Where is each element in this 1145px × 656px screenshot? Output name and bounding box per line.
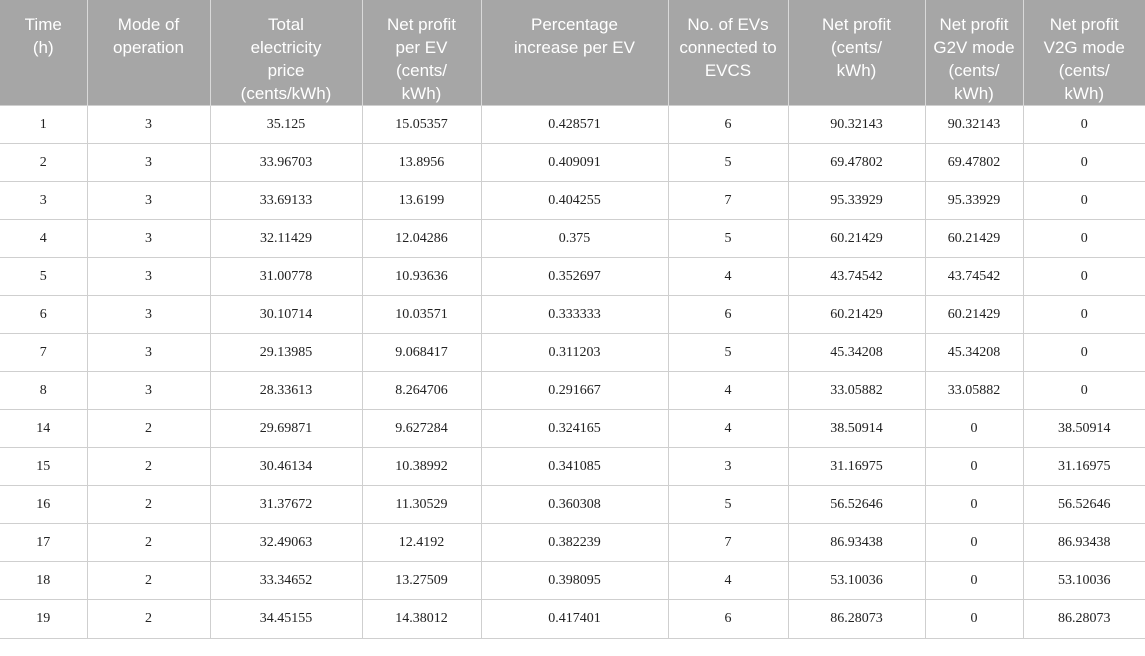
cell-net-profit-v2g: 86.93438	[1023, 524, 1145, 562]
cell-net-profit-v2g: 0	[1023, 372, 1145, 410]
cell-net-profit: 38.50914	[788, 410, 925, 448]
cell-time: 19	[0, 600, 87, 639]
cell-total-price: 33.69133	[210, 182, 362, 220]
cell-net-profit: 56.52646	[788, 486, 925, 524]
cell-time: 18	[0, 562, 87, 600]
cell-mode: 2	[87, 562, 210, 600]
table-row	[0, 220, 1145, 258]
cell-net-profit: 33.05882	[788, 372, 925, 410]
cell-no-of-evs: 6	[668, 106, 788, 144]
cell-total-price: 33.34652	[210, 562, 362, 600]
cell-percentage-increase: 0.341085	[481, 448, 668, 486]
table-row	[0, 372, 1145, 410]
cell-net-profit-per-ev: 8.264706	[362, 372, 481, 410]
cell-net-profit-g2v: 60.21429	[925, 296, 1023, 334]
cell-time: 6	[0, 296, 87, 334]
cell-time: 16	[0, 486, 87, 524]
cell-no-of-evs: 4	[668, 410, 788, 448]
cell-mode: 3	[87, 220, 210, 258]
cell-time: 4	[0, 220, 87, 258]
header-no-of-evs: No. of EVs connected to EVCS	[668, 0, 788, 106]
cell-no-of-evs: 5	[668, 334, 788, 372]
cell-time: 1	[0, 106, 87, 144]
cell-net-profit-per-ev: 13.8956	[362, 144, 481, 182]
cell-net-profit-v2g: 31.16975	[1023, 448, 1145, 486]
table-row	[0, 144, 1145, 182]
cell-mode: 3	[87, 296, 210, 334]
cell-no-of-evs: 6	[668, 600, 788, 639]
cell-net-profit-g2v: 69.47802	[925, 144, 1023, 182]
cell-mode: 2	[87, 486, 210, 524]
cell-net-profit-per-ev: 13.6199	[362, 182, 481, 220]
cell-percentage-increase: 0.360308	[481, 486, 668, 524]
cell-total-price: 29.69871	[210, 410, 362, 448]
cell-total-price: 30.46134	[210, 448, 362, 486]
cell-net-profit-v2g: 0	[1023, 144, 1145, 182]
cell-net-profit-per-ev: 11.30529	[362, 486, 481, 524]
cell-net-profit-g2v: 0	[925, 410, 1023, 448]
table-header	[0, 0, 1145, 106]
cell-no-of-evs: 3	[668, 448, 788, 486]
cell-total-price: 34.45155	[210, 600, 362, 639]
cell-time: 8	[0, 372, 87, 410]
header-net-profit-v2g: Net profit V2G mode (cents/ kWh)	[1023, 0, 1145, 106]
cell-net-profit-v2g: 0	[1023, 182, 1145, 220]
cell-net-profit-g2v: 43.74542	[925, 258, 1023, 296]
table-body	[0, 106, 1145, 639]
cell-no-of-evs: 4	[668, 372, 788, 410]
cell-mode: 3	[87, 144, 210, 182]
cell-net-profit-v2g: 38.50914	[1023, 410, 1145, 448]
cell-time: 3	[0, 182, 87, 220]
cell-net-profit: 86.28073	[788, 600, 925, 639]
cell-net-profit-g2v: 95.33929	[925, 182, 1023, 220]
cell-net-profit-per-ev: 10.93636	[362, 258, 481, 296]
cell-net-profit: 69.47802	[788, 144, 925, 182]
cell-net-profit-v2g: 53.10036	[1023, 562, 1145, 600]
cell-net-profit-per-ev: 9.627284	[362, 410, 481, 448]
cell-no-of-evs: 6	[668, 296, 788, 334]
cell-net-profit-per-ev: 10.03571	[362, 296, 481, 334]
cell-mode: 2	[87, 600, 210, 639]
cell-net-profit-v2g: 0	[1023, 106, 1145, 144]
cell-net-profit-g2v: 45.34208	[925, 334, 1023, 372]
cell-net-profit-per-ev: 13.27509	[362, 562, 481, 600]
table-row	[0, 182, 1145, 220]
cell-net-profit-per-ev: 10.38992	[362, 448, 481, 486]
cell-net-profit: 90.32143	[788, 106, 925, 144]
cell-no-of-evs: 5	[668, 486, 788, 524]
table-row	[0, 296, 1145, 334]
cell-net-profit-v2g: 86.28073	[1023, 600, 1145, 639]
cell-net-profit: 95.33929	[788, 182, 925, 220]
cell-total-price: 30.10714	[210, 296, 362, 334]
cell-net-profit: 31.16975	[788, 448, 925, 486]
cell-percentage-increase: 0.417401	[481, 600, 668, 639]
cell-net-profit-per-ev: 12.04286	[362, 220, 481, 258]
cell-net-profit-g2v: 0	[925, 524, 1023, 562]
cell-mode: 3	[87, 182, 210, 220]
cell-no-of-evs: 7	[668, 524, 788, 562]
cell-net-profit: 60.21429	[788, 220, 925, 258]
cell-mode: 2	[87, 448, 210, 486]
cell-net-profit: 43.74542	[788, 258, 925, 296]
cell-no-of-evs: 5	[668, 220, 788, 258]
cell-time: 7	[0, 334, 87, 372]
cell-net-profit: 45.34208	[788, 334, 925, 372]
cell-percentage-increase: 0.428571	[481, 106, 668, 144]
cell-net-profit-g2v: 0	[925, 448, 1023, 486]
cell-mode: 3	[87, 334, 210, 372]
cell-percentage-increase: 0.324165	[481, 410, 668, 448]
cell-no-of-evs: 5	[668, 144, 788, 182]
table-row	[0, 334, 1145, 372]
cell-net-profit: 60.21429	[788, 296, 925, 334]
cell-mode: 3	[87, 372, 210, 410]
cell-total-price: 35.125	[210, 106, 362, 144]
table-row	[0, 524, 1145, 562]
cell-net-profit-g2v: 33.05882	[925, 372, 1023, 410]
header-time: Time (h)	[0, 0, 87, 106]
cell-total-price: 33.96703	[210, 144, 362, 182]
cell-total-price: 31.00778	[210, 258, 362, 296]
cell-mode: 2	[87, 410, 210, 448]
cell-net-profit-per-ev: 14.38012	[362, 600, 481, 639]
cell-percentage-increase: 0.352697	[481, 258, 668, 296]
cell-percentage-increase: 0.333333	[481, 296, 668, 334]
cell-net-profit-g2v: 90.32143	[925, 106, 1023, 144]
table-row	[0, 562, 1145, 600]
header-mode-of-operation: Mode of operation	[87, 0, 210, 106]
cell-total-price: 32.49063	[210, 524, 362, 562]
cell-net-profit-g2v: 0	[925, 600, 1023, 639]
cell-percentage-increase: 0.311203	[481, 334, 668, 372]
cell-total-price: 32.11429	[210, 220, 362, 258]
header-total-electricity-price: Total electricity price (cents/kWh)	[210, 0, 362, 106]
cell-net-profit-v2g: 0	[1023, 334, 1145, 372]
cell-net-profit-v2g: 56.52646	[1023, 486, 1145, 524]
table-row	[0, 448, 1145, 486]
cell-percentage-increase: 0.409091	[481, 144, 668, 182]
header-net-profit-per-ev: Net profit per EV (cents/ kWh)	[362, 0, 481, 106]
cell-total-price: 29.13985	[210, 334, 362, 372]
cell-percentage-increase: 0.375	[481, 220, 668, 258]
cell-percentage-increase: 0.291667	[481, 372, 668, 410]
cell-percentage-increase: 0.398095	[481, 562, 668, 600]
cell-net-profit-g2v: 60.21429	[925, 220, 1023, 258]
cell-net-profit-per-ev: 12.4192	[362, 524, 481, 562]
cell-net-profit-v2g: 0	[1023, 258, 1145, 296]
header-row	[0, 0, 1145, 106]
cell-total-price: 28.33613	[210, 372, 362, 410]
cell-time: 17	[0, 524, 87, 562]
cell-percentage-increase: 0.382239	[481, 524, 668, 562]
cell-net-profit: 86.93438	[788, 524, 925, 562]
cell-net-profit-v2g: 0	[1023, 220, 1145, 258]
header-percentage-increase: Percentage increase per EV	[481, 0, 668, 106]
table-row	[0, 600, 1145, 639]
cell-total-price: 31.37672	[210, 486, 362, 524]
cell-time: 14	[0, 410, 87, 448]
cell-time: 15	[0, 448, 87, 486]
cell-mode: 3	[87, 106, 210, 144]
cell-net-profit-per-ev: 15.05357	[362, 106, 481, 144]
table-row	[0, 106, 1145, 144]
header-net-profit: Net profit (cents/ kWh)	[788, 0, 925, 106]
table-row	[0, 258, 1145, 296]
cell-net-profit-per-ev: 9.068417	[362, 334, 481, 372]
table-row	[0, 410, 1145, 448]
header-net-profit-g2v: Net profit G2V mode (cents/ kWh)	[925, 0, 1023, 106]
cell-net-profit-g2v: 0	[925, 486, 1023, 524]
cell-mode: 3	[87, 258, 210, 296]
table-row	[0, 486, 1145, 524]
cell-net-profit-v2g: 0	[1023, 296, 1145, 334]
cell-no-of-evs: 4	[668, 258, 788, 296]
cell-time: 2	[0, 144, 87, 182]
cell-net-profit: 53.10036	[788, 562, 925, 600]
cell-percentage-increase: 0.404255	[481, 182, 668, 220]
cell-no-of-evs: 4	[668, 562, 788, 600]
cell-time: 5	[0, 258, 87, 296]
cell-no-of-evs: 7	[668, 182, 788, 220]
cell-mode: 2	[87, 524, 210, 562]
cell-net-profit-g2v: 0	[925, 562, 1023, 600]
